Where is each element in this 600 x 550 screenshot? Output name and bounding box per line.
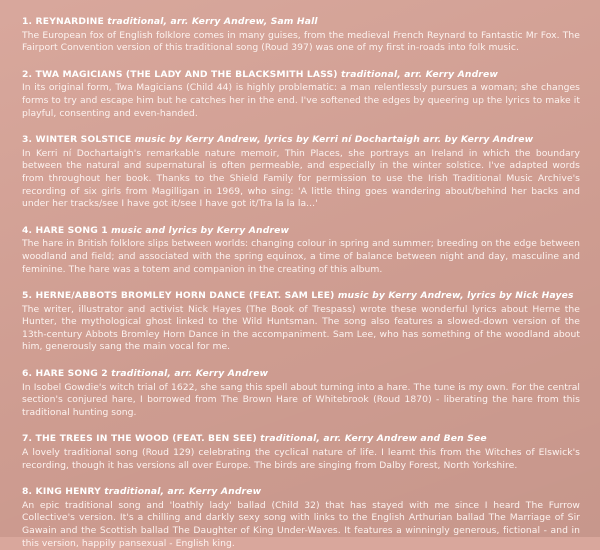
track-credit: traditional, arr. Kerry Andrew and Ben See	[260, 433, 487, 445]
track-note: In Kerri ní Dochartaigh's remarkable nature memoir, Thin Places, she portrays an Ireland in which the boundary between the natural and supernatural is often permeable, and especially in the winter solstice. I've adapted words from throughout her book. Thanks to the Shield Family for permission to use the Irish Traditional Music Archive's recording of six girls from Magilligan in 1969, who sing: 'A little thing goes wandering about/behind her backs and under her tracks/see I have got it/see I have got it/Tra la la la...'	[22, 147, 580, 210]
track-number: 3.	[22, 134, 33, 146]
track-heading	[22, 368, 580, 381]
track-title: THE TREES IN THE WOOD (FEAT. BEN SEE)	[35, 433, 257, 445]
track-number: 1.	[22, 16, 33, 27]
track-credit: music by Kerry Andrew, lyrics by Nick Hayes	[337, 290, 574, 302]
track-title: WINTER SOLSTICE	[35, 134, 132, 146]
track-entry	[22, 69, 580, 120]
track-note: A lovely traditional song (Roud 129) celebrating the cyclical nature of life. I learnt this from the Witches of Elswick's recording, though it has versions all over Europe. The birds are singing from Dalby Forest, North Yorkshire.	[22, 447, 580, 471]
track-title: REYNARDINE	[35, 16, 104, 27]
track-note: The European fox of English folklore comes in many guises, from the medieval French Reynard to Fantastic Mr Fox. The Fairport Convention version of this traditional song (Roud 397) was one of my first in-roads into folk music.	[22, 29, 580, 54]
track-entry	[22, 16, 580, 55]
track-heading	[22, 225, 580, 238]
track-entry	[22, 486, 580, 550]
track-number: 5.	[22, 290, 33, 302]
track-title: HARE SONG 1	[35, 224, 108, 236]
track-credit: traditional, arr. Kerry Andrew	[111, 368, 269, 380]
track-number: 6.	[22, 368, 33, 380]
track-credit: traditional, arr. Kerry Andrew, Sam Hall	[107, 16, 318, 27]
track-heading	[22, 16, 580, 29]
track-credit: music and lyrics by Kerry Andrew	[111, 224, 290, 236]
track-note: An epic traditional song and 'loathly lady' ballad (Child 32) that has stayed with me since I heard The Furrow Collective's version. It's a chilling and darkly sexy song with links to the English Arthurian ballad The Marriage of Sir Gawain and the Scottish ballad The Daughter of King Under-Waves. It features a winningly generous, fictional - and in this version, happily pansexual - English king.	[22, 499, 580, 549]
track-title: HERNE/ABBOTS BROMLEY HORN DANCE (FEAT. SAM LEE)	[35, 290, 335, 302]
track-entry	[22, 225, 580, 276]
track-number: 2.	[22, 68, 33, 80]
track-note: The hare in British folklore slips between worlds: changing colour in spring and summer; breeding on the edge between woodland and field; and associated with the spring equinox, a time of balance between night and day, masculine and feminine. The hare was a totem and companion in the creating of this album.	[22, 238, 580, 275]
track-title: KING HENRY	[35, 486, 101, 498]
track-credit: music by Kerry Andrew, lyrics by Kerri ní Dochartaigh arr. by Kerry Andrew	[134, 134, 534, 146]
track-note: The writer, illustrator and activist Nick Hayes (The Book of Trespass) wrote these wonderful lyrics about Herne the Hunter, the mythological ghost linked to the Wild Huntsman. The song also features a slowed-down version of the 13th-century Abbots Bromley Horn Dance in the accompaniment. Sam Lee, who has something of the woodland about him, generously sang the main vocal for me.	[22, 303, 580, 353]
track-entry	[22, 368, 580, 419]
track-entry	[22, 290, 580, 354]
track-heading	[22, 486, 580, 499]
track-credit: traditional, arr. Kerry Andrew	[104, 486, 262, 498]
track-note: In Isobel Gowdie's witch trial of 1622, she sang this spell about turning into a hare. The tune is my own. For the central section's conjured hare, I borrowed from The Brown Hare of Whitebrook (Roud 1870) - liberating the hare from this traditional hunting song.	[22, 381, 580, 418]
track-entry	[22, 134, 580, 211]
track-note: In its original form, Twa Magicians (Child 44) is highly problematic: a man relentlessly pursues a woman; she changes forms to try and escape him but he catches her in the end. I've softened the edges by queering up the lyrics to make it playful, consenting and even-handed.	[22, 82, 580, 119]
track-heading	[22, 134, 580, 147]
track-heading	[22, 433, 580, 446]
track-number: 4.	[22, 224, 33, 236]
track-title: HARE SONG 2	[35, 368, 108, 380]
track-heading	[22, 69, 580, 82]
track-number: 8.	[22, 486, 33, 498]
track-entry	[22, 433, 580, 472]
track-number: 7.	[22, 433, 33, 445]
track-title: TWA MAGICIANS (THE LADY AND THE BLACKSMITH LASS)	[35, 68, 338, 80]
track-credit: traditional, arr. Kerry Andrew	[341, 68, 498, 80]
track-heading	[22, 290, 580, 303]
